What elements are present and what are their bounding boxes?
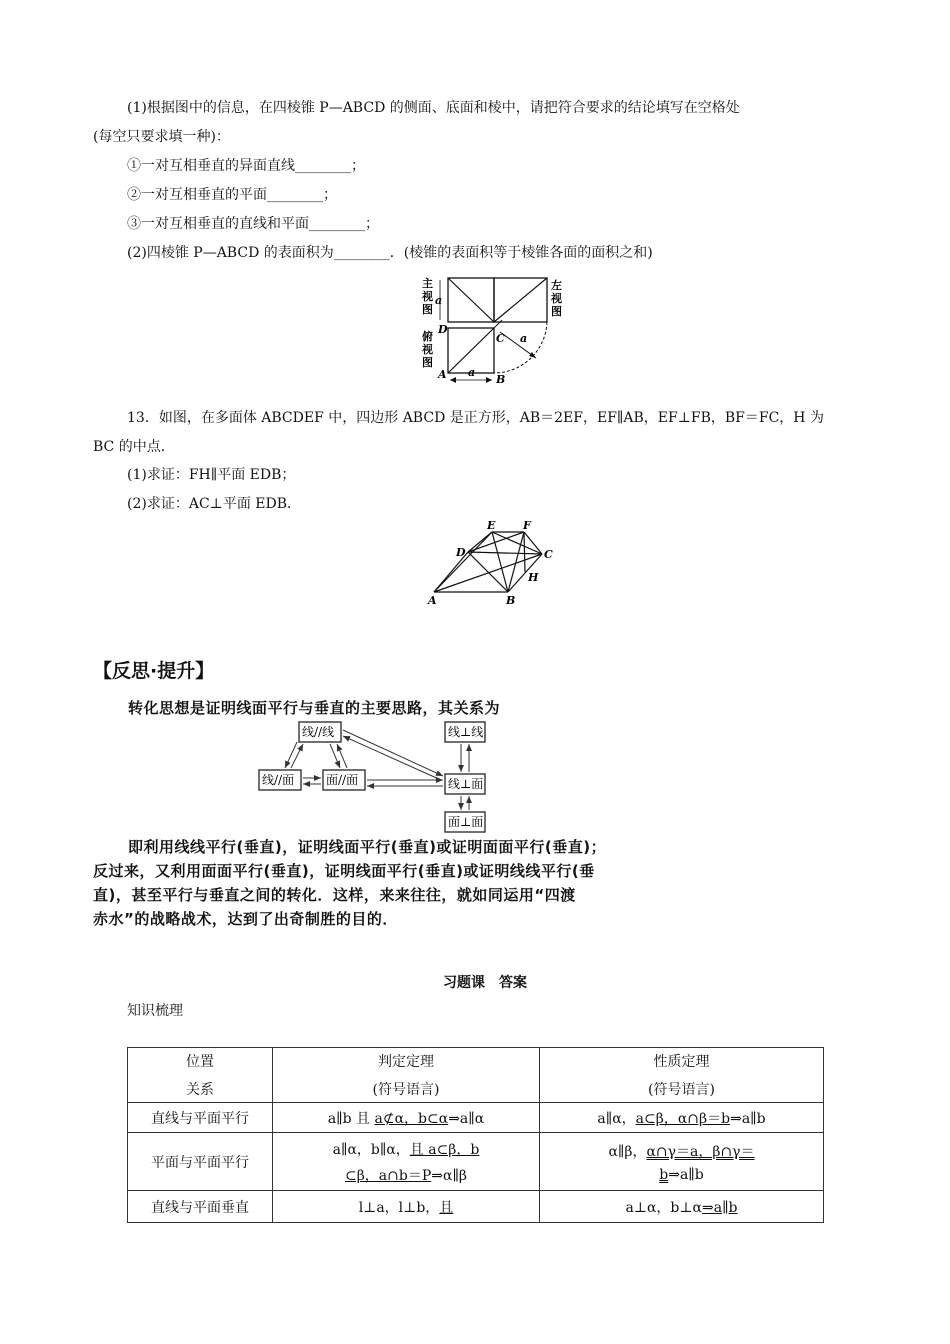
reflection-para2: 反过来，又利用面面平行(垂直)，证明线面平行(垂直)或证明线线平行(垂 — [93, 862, 595, 880]
p13-line2: BC 的中点． — [93, 439, 175, 455]
label-A: A — [438, 368, 447, 381]
p13-part1: (1)求证：FH∥平面 EDB； — [127, 467, 296, 483]
p12-item3: ③一对互相垂直的直线和平面________； — [127, 216, 379, 232]
box-line-par-label: 线//线 — [302, 725, 335, 739]
row2-prop-pre: α∥β， — [608, 1143, 647, 1160]
dashed-arc — [494, 322, 547, 373]
row1-prop — [540, 1103, 824, 1133]
table-row — [128, 1103, 824, 1133]
front-view-label-3: 图 — [422, 303, 433, 316]
poly-label-F: F — [523, 519, 531, 532]
reflection-para1: 即利用线线平行(垂直)，证明线面平行(垂直)或证明面面平行(垂直)； — [128, 838, 607, 856]
poly-label-E: E — [487, 519, 496, 532]
head-col2-line2: (符号语言) — [372, 1082, 440, 1098]
label-D: D — [438, 323, 448, 336]
reflection-intro: 转化思想是证明线面平行与垂直的主要思路，其关系为 — [128, 699, 501, 717]
top-width-arrowtail — [450, 377, 456, 383]
label-B: B — [496, 373, 506, 386]
answers-section: 知识梳理 — [127, 1003, 183, 1019]
row2-judge-pre: a∥α，b∥α， — [332, 1141, 410, 1158]
top-view-label-1: 俯 — [422, 330, 433, 343]
row3-prop-answer: ⇒a∥b — [702, 1199, 738, 1216]
row2-label: 平面与平面平行 — [128, 1133, 273, 1191]
head-col3-line2: (符号语言) — [648, 1082, 715, 1098]
row2-judge-post: ⇒α∥β — [431, 1167, 468, 1184]
poly-label-A: A — [428, 594, 437, 607]
poly-label-D: D — [456, 546, 466, 559]
front-view-label-2: 视 — [422, 290, 433, 303]
p12-part2: (2)四棱锥 P—ABCD 的表面积为________．(棱锥的表面积等于棱锥各面的面积之和) — [127, 245, 653, 261]
row1-judge — [273, 1103, 540, 1133]
reflection-header: 【反思·提升】 — [93, 660, 215, 682]
three-view-figure — [410, 272, 575, 390]
table-head-position — [128, 1048, 273, 1103]
row2-prop-answer-1: α∩γ＝a，β∩γ＝ — [646, 1143, 755, 1160]
row3-prop-pre: a⊥α，b⊥α — [625, 1199, 703, 1216]
box-line-perp-label: 线⊥线 — [448, 725, 484, 739]
head-col1-line1: 位置 — [186, 1054, 214, 1070]
top-view-label-3: 图 — [422, 356, 433, 369]
head-col3-line1: 性质定理 — [653, 1054, 710, 1070]
radius-arrowhead — [529, 352, 536, 358]
polyhedron-figure — [424, 518, 564, 610]
poly-label-C: C — [544, 548, 553, 561]
row1-prop-pre: a∥α， — [597, 1110, 636, 1127]
row1-judge-answer: a⊄α，b⊂α — [374, 1110, 449, 1127]
row1-prop-answer: a⊂β，α∩β＝b — [635, 1110, 731, 1127]
poly-label-H: H — [528, 571, 539, 584]
row1-prop-post: ⇒a∥b — [730, 1110, 766, 1127]
row2-judge-answer-2: ⊂β，a∩b＝P — [344, 1167, 432, 1184]
row1-label: 直线与平面平行 — [128, 1103, 273, 1133]
front-view-label-1: 主 — [422, 277, 433, 290]
row3-judge-pre: l⊥a，l⊥b， — [358, 1199, 440, 1216]
reflection-para4: 赤水”的战略战术，达到了出奇制胜的目的． — [93, 910, 398, 928]
p12-intro-line2: (每空只要求填一种)： — [93, 129, 230, 145]
poly-label-B: B — [506, 594, 516, 607]
row1-judge-pre: a∥b 且 — [327, 1110, 375, 1127]
row2-judge-answer-1: 且 a⊂β，b — [409, 1141, 480, 1158]
top-width-arrowhead — [486, 377, 492, 383]
head-col2-line1: 判定定理 — [378, 1054, 434, 1070]
side-view-label-1: 左 — [551, 279, 562, 292]
side-view-label-2: 视 — [551, 292, 562, 305]
table-row — [128, 1191, 824, 1223]
table-row — [128, 1048, 824, 1103]
row3-prop — [540, 1191, 824, 1223]
row2-prop-answer-2: b — [659, 1166, 669, 1183]
top-view-label-2: 视 — [422, 343, 433, 356]
label-C: C — [496, 332, 505, 345]
box-line-plane-perp-label: 线⊥面 — [448, 777, 484, 791]
table-head-property — [540, 1048, 824, 1103]
p12-item1: ①一对互相垂直的异面直线________； — [127, 158, 365, 174]
row3-judge — [273, 1191, 540, 1223]
reflection-para3: 直)，甚至平行与垂直之间的转化．这样，来来往往，就如同运用“四渡 — [93, 886, 576, 904]
box-line-plane-par-label: 线//面 — [262, 773, 295, 787]
row1-judge-post: ⇒a∥α — [448, 1110, 485, 1127]
relation-diagram — [255, 718, 500, 836]
side-view-diagonal — [494, 278, 547, 322]
box-plane-perp-label: 面⊥面 — [448, 815, 484, 829]
head-col1-line2: 关系 — [186, 1082, 214, 1098]
box-plane-par-label: 面//面 — [326, 773, 359, 787]
label-a-front: a — [435, 294, 443, 307]
p12-intro-line1: (1)根据图中的信息，在四棱锥 P—ABCD 的侧面、底面和棱中，请把符合要求的结论填写在空格处 — [127, 100, 740, 116]
row2-judge — [273, 1133, 540, 1191]
p13-part2: (2)求证：AC⊥平面 EDB． — [127, 496, 302, 512]
answer-table — [127, 1047, 824, 1223]
answers-title: 习题课 答案 — [443, 975, 527, 991]
p13-line1: 13．如图，在多面体 ABCDEF 中，四边形 ABCD 是正方形，AB＝2EF，EF∥AB，EF⊥FB，BF＝FC，H 为 — [127, 410, 824, 426]
label-a-bottom: a — [468, 366, 476, 379]
row2-prop-post: ⇒a∥b — [668, 1166, 704, 1183]
table-head-judge — [273, 1048, 540, 1103]
side-view-label-3: 图 — [551, 305, 562, 318]
p12-item2: ②一对互相垂直的平面________； — [127, 187, 337, 203]
row2-prop — [540, 1133, 824, 1191]
table-row — [128, 1133, 824, 1191]
row3-judge-answer: 且 — [439, 1199, 454, 1216]
label-a-radius: a — [520, 332, 528, 345]
front-view-diagonal — [448, 278, 494, 322]
row3-label: 直线与平面垂直 — [128, 1191, 273, 1223]
